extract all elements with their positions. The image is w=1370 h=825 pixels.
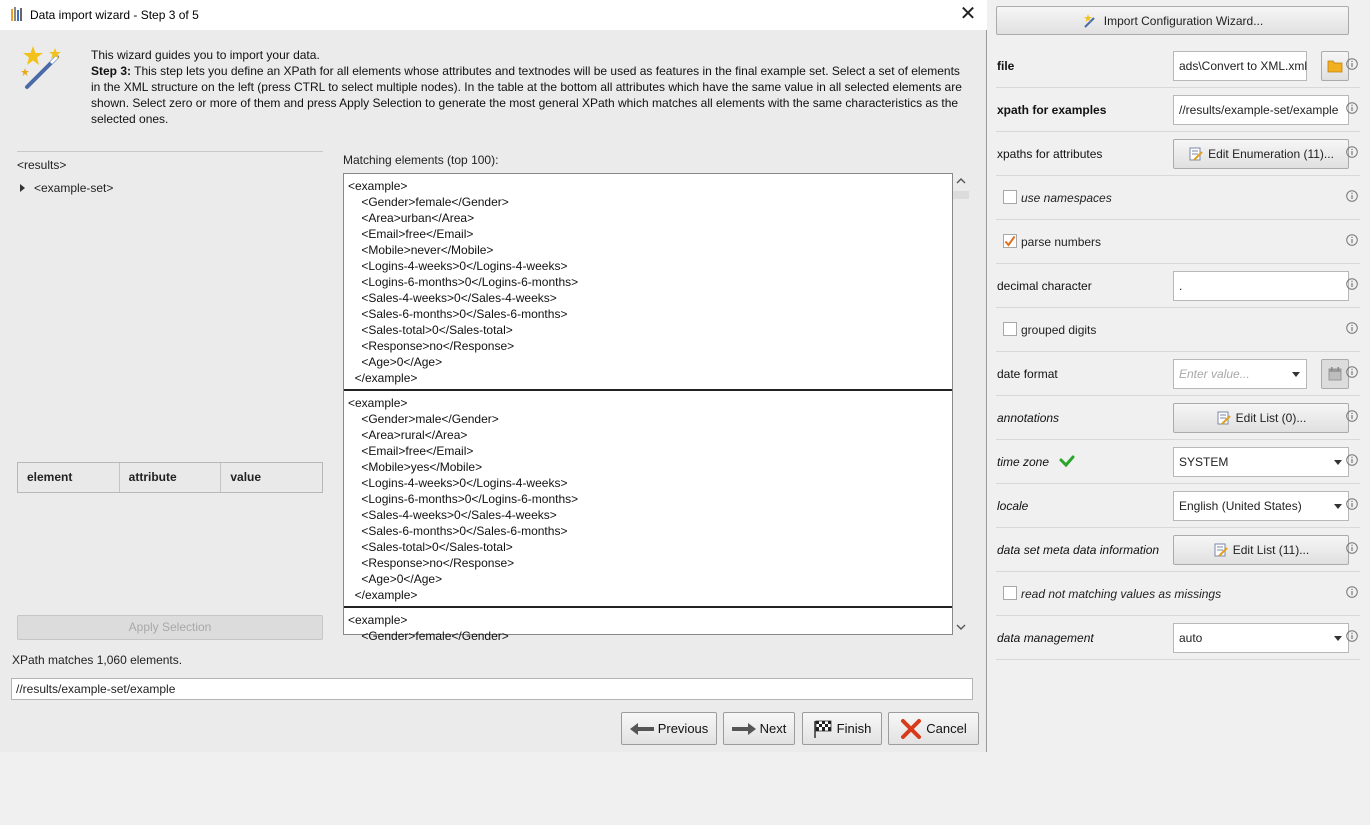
xml-line: <example> [348, 396, 408, 410]
info-icon[interactable] [1346, 410, 1358, 422]
param-label: annotations [997, 411, 1060, 425]
info-icon[interactable] [1346, 498, 1358, 510]
scrollbar-thumb[interactable] [953, 191, 969, 199]
locale-value: English (United States) [1179, 499, 1302, 513]
previous-label: Previous [657, 721, 709, 736]
date-picker-button[interactable] [1321, 359, 1349, 389]
edit-enumeration-button[interactable] [1173, 139, 1349, 169]
xml-line: <Gender>male</Gender> [348, 412, 499, 426]
info-icon[interactable] [1346, 586, 1358, 598]
info-icon[interactable] [1346, 366, 1358, 378]
xml-line: <Sales-6-months>0</Sales-6-months> [348, 307, 568, 321]
finish-label: Finish [836, 721, 872, 736]
param-xpath-examples [996, 88, 1360, 132]
parameters-panel [988, 0, 1370, 752]
param-time-zone [996, 440, 1360, 484]
xml-line: </example> [348, 588, 418, 602]
cancel-label: Cancel [926, 721, 967, 736]
param-label: data set meta data information [997, 543, 1160, 557]
parse-numbers-checkbox[interactable] [1003, 234, 1017, 248]
import-configuration-wizard-button[interactable] [996, 6, 1349, 35]
xml-line: <Logins-6-months>0</Logins-6-months> [348, 275, 579, 289]
next-button[interactable] [723, 712, 795, 745]
title-bar [0, 0, 987, 30]
param-label: xpaths for attributes [997, 147, 1103, 161]
file-path-input[interactable]: ads\Convert to XML.xml [1173, 51, 1307, 81]
param-xpaths-attributes [996, 132, 1360, 176]
arrow-right-icon [732, 723, 756, 735]
info-icon[interactable] [1346, 58, 1358, 70]
intro-first-line: This wizard guides you to import your data. [91, 48, 320, 62]
column-header-element[interactable]: element [18, 463, 120, 492]
close-icon[interactable]: ✕ [959, 3, 977, 25]
xml-structure-tree [17, 157, 323, 195]
param-label: file [997, 59, 1015, 73]
xml-line: </example> [348, 371, 418, 385]
time-zone-dropdown[interactable] [1173, 447, 1349, 477]
time-zone-value: SYSTEM [1179, 455, 1229, 469]
xml-line: <Age>0</Age> [348, 355, 443, 369]
param-label: use namespaces [1021, 191, 1112, 205]
xml-line: <Area>rural</Area> [348, 428, 468, 442]
info-icon[interactable] [1346, 322, 1358, 334]
xml-line: <Area>urban</Area> [348, 211, 475, 225]
xml-line: <Sales-total>0</Sales-total> [348, 540, 513, 554]
edit-list-icon [1188, 146, 1204, 162]
tree-node-label: <example-set> [34, 181, 114, 195]
xpath-examples-input[interactable]: //results/example-set/example [1173, 95, 1349, 125]
matching-elements-list [343, 173, 953, 643]
match-item [344, 174, 952, 391]
param-date-format [996, 352, 1360, 396]
step-description: This step lets you define an XPath for all elements whose attributes and textnodes will be used as features in the final example set. Select a set of elements in the XML structure on the left (press CTRL to select multiple nodes). In the table at the bottom all attributes which have the same value in all selected elements are shown. Select zero or more of them and press Apply Selection to generate the most general XPath which matches all elements with the same characteristics as the selected ones. [91, 64, 962, 126]
param-label: parse numbers [1021, 235, 1102, 249]
param-label: locale [997, 499, 1029, 513]
xpath-input[interactable]: //results/example-set/example [11, 678, 973, 700]
edit-annotations-label: Edit List (0)... [1235, 411, 1307, 425]
checkmark-icon [1004, 235, 1016, 247]
param-grouped-digits [996, 308, 1360, 352]
matching-elements-label: Matching elements (top 100): [343, 153, 499, 167]
info-icon[interactable] [1346, 630, 1358, 642]
param-decimal-character [996, 264, 1360, 308]
window-title: Data import wizard - Step 3 of 5 [30, 8, 199, 22]
data-management-value: auto [1179, 631, 1203, 645]
previous-button[interactable] [621, 712, 717, 745]
magic-wand-icon [1082, 13, 1098, 29]
next-label: Next [759, 721, 787, 736]
param-file [996, 44, 1360, 88]
attribute-table [17, 462, 323, 493]
red-x-icon [900, 719, 922, 739]
matches-scrollbar[interactable] [953, 173, 969, 635]
checkered-flag-icon [813, 720, 833, 738]
param-label: grouped digits [1021, 323, 1097, 337]
xml-line: <Logins-4-weeks>0</Logins-4-weeks> [348, 476, 568, 490]
xml-line: <Logins-4-weeks>0</Logins-4-weeks> [348, 259, 568, 273]
scroll-down-icon[interactable] [955, 621, 967, 633]
param-locale [996, 484, 1360, 528]
info-icon[interactable] [1346, 454, 1358, 466]
valid-check-icon [1059, 455, 1075, 467]
config-wizard-label: Import Configuration Wizard... [1103, 13, 1264, 28]
param-annotations [996, 396, 1360, 440]
date-format-dropdown[interactable] [1173, 359, 1307, 389]
edit-list-icon [1216, 410, 1232, 426]
param-label: time zone [997, 455, 1050, 469]
xml-line: <Sales-4-weeks>0</Sales-4-weeks> [348, 291, 557, 305]
chevron-down-icon [1334, 636, 1342, 641]
column-header-attribute[interactable]: attribute [120, 463, 222, 492]
chevron-down-icon [1334, 460, 1342, 465]
edit-annotations-button[interactable] [1173, 403, 1349, 433]
info-icon[interactable] [1346, 190, 1358, 202]
chevron-down-icon [1292, 372, 1300, 377]
edit-meta-data-label: Edit List (11)... [1232, 543, 1310, 557]
info-icon[interactable] [1346, 278, 1358, 290]
param-use-namespaces [996, 176, 1360, 220]
tree-node-example-set[interactable] [20, 180, 113, 196]
expand-arrow-icon[interactable] [20, 184, 25, 192]
xml-line: <Sales-6-months>0</Sales-6-months> [348, 524, 568, 538]
date-format-placeholder: Enter value... [1179, 367, 1250, 381]
xml-line: <example> [348, 613, 408, 627]
column-header-value[interactable]: value [230, 470, 262, 484]
read-not-matching-checkbox[interactable] [1003, 586, 1017, 600]
info-icon[interactable] [1346, 542, 1358, 554]
xml-line: <Mobile>yes</Mobile> [348, 460, 483, 474]
xml-line: <Gender>female</Gender> [348, 195, 509, 209]
calendar-icon [1327, 366, 1343, 382]
edit-list-icon [1213, 542, 1229, 558]
xml-line: <Sales-4-weeks>0</Sales-4-weeks> [348, 508, 557, 522]
xml-line: <Logins-6-months>0</Logins-6-months> [348, 492, 579, 506]
finish-button[interactable] [802, 712, 882, 745]
divider [17, 151, 323, 152]
param-data-management [996, 616, 1360, 660]
use-namespaces-checkbox[interactable] [1003, 190, 1017, 204]
xml-line: <Response>no</Response> [348, 339, 515, 353]
xml-line: <Response>no</Response> [348, 556, 515, 570]
chevron-down-icon [1334, 504, 1342, 509]
xml-line: <Email>free</Email> [348, 444, 474, 458]
xpath-match-count: XPath matches 1,060 elements. [12, 653, 183, 667]
xml-line: <Email>free</Email> [348, 227, 474, 241]
locale-dropdown[interactable] [1173, 491, 1349, 521]
param-label: date format [997, 367, 1058, 381]
param-label: decimal character [997, 279, 1092, 293]
magic-wand-icon [15, 42, 69, 92]
apply-selection-button[interactable]: Apply Selection [17, 615, 323, 640]
param-label: read not matching values as missings [1021, 587, 1222, 601]
xml-line: <Sales-total>0</Sales-total> [348, 323, 513, 337]
app-logo-icon [10, 7, 24, 22]
param-meta-data [996, 528, 1360, 572]
xml-line: <Mobile>never</Mobile> [348, 243, 494, 257]
tree-node-results[interactable]: <results> [17, 158, 67, 172]
wizard-intro [91, 47, 971, 127]
param-label: xpath for examples [997, 103, 1107, 117]
cancel-button[interactable] [888, 712, 979, 745]
param-read-not-matching [996, 572, 1360, 616]
xml-line: <Gender>female</Gender> [348, 629, 509, 643]
edit-meta-data-button[interactable] [1173, 535, 1349, 565]
folder-icon [1327, 59, 1343, 73]
decimal-character-input[interactable]: . [1173, 271, 1349, 301]
xml-line: <Age>0</Age> [348, 572, 443, 586]
browse-folder-button[interactable] [1321, 51, 1349, 81]
edit-enumeration-label: Edit Enumeration (11)... [1208, 147, 1334, 161]
info-icon[interactable] [1346, 102, 1358, 114]
info-icon[interactable] [1346, 234, 1358, 246]
arrow-left-icon [630, 723, 654, 735]
grouped-digits-checkbox[interactable] [1003, 322, 1017, 336]
match-item [344, 391, 952, 608]
data-management-dropdown[interactable] [1173, 623, 1349, 653]
param-parse-numbers [996, 220, 1360, 264]
scroll-up-icon[interactable] [955, 175, 967, 187]
param-label: data management [997, 631, 1094, 645]
step-label: Step 3: [91, 64, 132, 78]
xml-line: <example> [348, 179, 408, 193]
info-icon[interactable] [1346, 146, 1358, 158]
